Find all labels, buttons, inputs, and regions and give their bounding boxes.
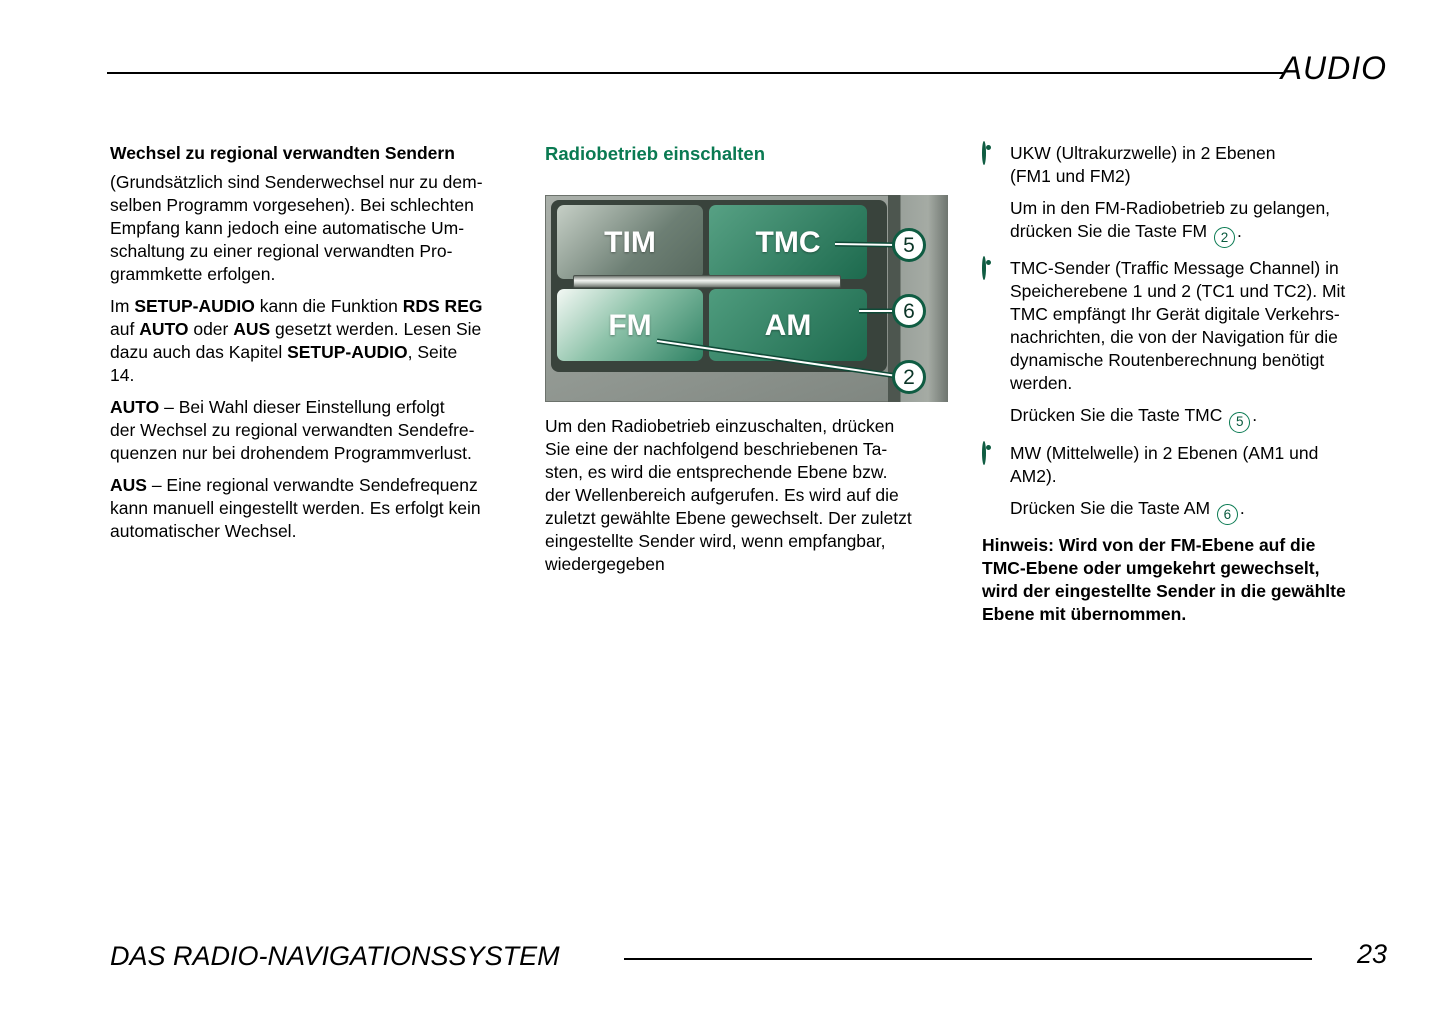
ring-bullet-icon [982, 256, 986, 280]
am-button-label: AM [764, 308, 812, 342]
ring-bullet-icon [982, 141, 986, 165]
cd-slot [573, 275, 841, 288]
bullet-text: UKW (Ultrakurzwelle) in 2 Ebenen (FM1 und FM2) [1010, 143, 1276, 186]
bullet-text: Um in den FM-Radiobetrieb zu gelangen, drücken Sie die Taste FM 2 . [1010, 197, 1386, 248]
left-column [110, 142, 514, 552]
ring-bullet-icon [982, 441, 986, 465]
tim-button [557, 205, 703, 279]
list-item [982, 404, 1386, 432]
list-item [982, 497, 1386, 525]
bullet-icon-box [982, 257, 1010, 395]
middle-column [545, 142, 949, 585]
paragraph: (Grundsätzlich sind Senderwechsel nur zu dem- selben Programm vorgesehen). Bei schlechten Empfang kann jedoch eine automatische Um- schaltung zu einer regional verwandten Pro- grammkette erfolgen. [110, 172, 483, 284]
bullet-text: Drücken Sie die Taste TMC 5 . [1010, 404, 1386, 432]
paragraph: AUS – Eine regional verwandte Sendefrequenz kann manuell eingestellt werden. Es erfolgt kein automatischer Wechsel. [110, 475, 481, 541]
callout-5: 5 [892, 228, 926, 262]
am-button [709, 289, 867, 361]
tmc-button [709, 205, 867, 279]
paragraph: Im SETUP-AUDIO kann die Funktion RDS REG auf AUTO oder AUS gesetzt werden. Lesen Sie dazu auch das Kapitel SETUP-AUDIO, Seite 14. [110, 296, 483, 385]
section-heading-regional-senders: Wechsel zu regional verwandten Sendern [110, 143, 455, 163]
fm-button [557, 289, 703, 361]
list-item [982, 197, 1386, 248]
right-column [982, 142, 1386, 635]
radio-panel-illustration [545, 195, 948, 402]
bullet-icon-box [982, 404, 1010, 432]
bullet-icon-box [982, 442, 1010, 488]
tim-button-label: TIM [604, 225, 656, 259]
bullet-icon-box [982, 142, 1010, 188]
bullet-text: Drücken Sie die Taste AM 6 . [1010, 497, 1386, 525]
paragraph: AUTO – Bei Wahl dieser Einstellung erfolgt der Wechsel zu regional verwandten Sendefre- quenzen nur bei drohendem Programmverlust. [110, 397, 475, 463]
page-number: 23 [1356, 939, 1387, 969]
page-header-title: AUDIO [1280, 50, 1387, 86]
bullet-text: TMC-Sender (Traffic Message Channel) in Speicherebene 1 und 2 (TC1 und TC2). Mit TMC empfängt Ihr Gerät digitale Verkehrs- nachrichten, die von der Navigation für die dynamische Routenberechnung benötigt werden. [1010, 258, 1346, 394]
header-rule [107, 72, 1283, 74]
paragraph: Um den Radiobetrieb einzuschalten, drücken Sie eine der nachfolgend beschriebenen Ta- sten, es wird die entsprechende Ebene bzw. der Wellenbereich aufgerufen. Es wird auf die zuletzt gewählte Ebene gewechselt. Der zuletzt eingestellte Sender wird, wenn empfangbar, wiedergegeben [545, 416, 912, 574]
list-item [982, 142, 1386, 188]
bullet-icon-box [982, 497, 1010, 525]
bullet-icon-box [982, 197, 1010, 248]
section-heading-radio-mode: Radiobetrieb einschalten [545, 143, 765, 164]
footer-rule [624, 958, 1312, 960]
callout-2: 2 [892, 360, 926, 394]
tmc-button-label: TMC [755, 225, 821, 259]
list-item [982, 442, 1386, 488]
note-paragraph: Hinweis: Wird von der FM-Ebene auf die TMC-Ebene oder umgekehrt gewechselt, wird der eingestellte Sender in die gewählte Ebene mit übernommen. [982, 534, 1346, 624]
fm-button-label: FM [608, 308, 652, 342]
list-item [982, 257, 1386, 395]
bullet-text: MW (Mittelwelle) in 2 Ebenen (AM1 und AM2). [1010, 442, 1319, 486]
footer-title: DAS RADIO-NAVIGATIONSSYSTEM [110, 941, 560, 971]
callout-6: 6 [892, 294, 926, 328]
